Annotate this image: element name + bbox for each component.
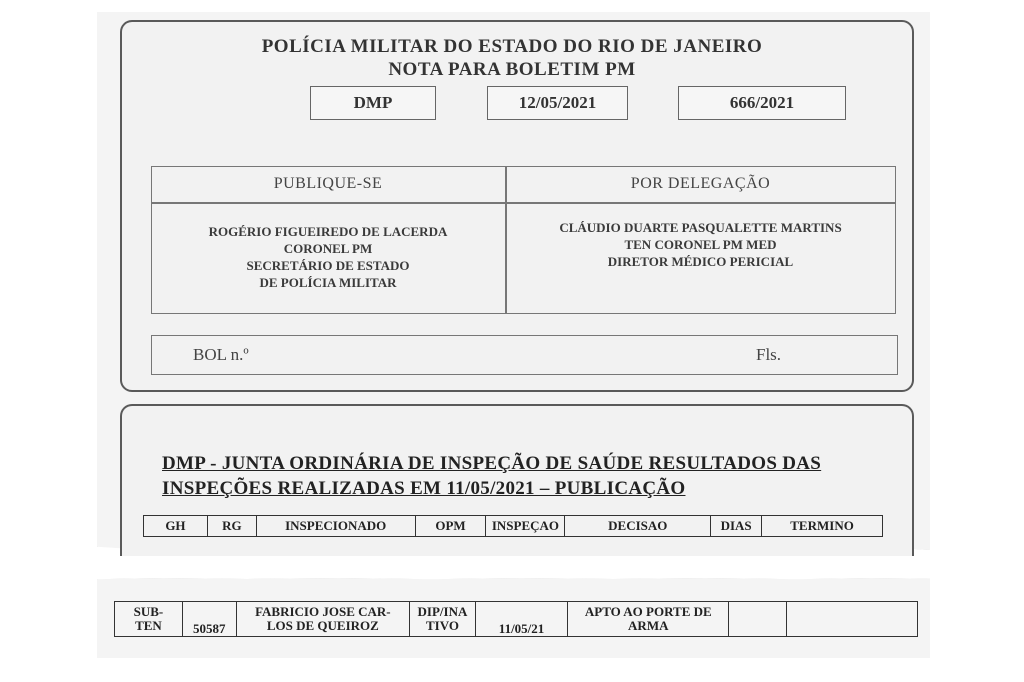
cell-inspecao: 11/05/21 xyxy=(475,602,567,637)
cell-gh-line: SUB- xyxy=(133,604,164,619)
signatory-right-line: CLÁUDIO DUARTE PASQUALETTE MARTINS xyxy=(559,220,842,235)
col-header-opm: OPM xyxy=(415,516,486,537)
col-header-inspecao: INSPEÇAO xyxy=(486,516,565,537)
col-header-rg: RG xyxy=(207,516,256,537)
results-header-table xyxy=(143,515,883,537)
dmp-box: DMP xyxy=(310,86,436,120)
section-title-line: INSPEÇÕES REALIZADAS EM 11/05/2021 – PUBLICAÇÃO xyxy=(162,478,686,499)
bol-label: BOL n.º xyxy=(193,345,249,364)
col-header-termino: TERMINO xyxy=(762,516,883,537)
section-title xyxy=(162,451,892,501)
cell-gh xyxy=(115,602,183,637)
header-line-2: NOTA PARA BOLETIM PM xyxy=(388,59,636,80)
cell-decisao-line: APTO AO PORTE DE xyxy=(584,604,712,619)
date-box: 12/05/2021 xyxy=(487,86,628,120)
cell-opm-line: DIP/INA xyxy=(417,604,468,619)
section-title-line: DMP - JUNTA ORDINÁRIA DE INSPEÇÃO DE SAÚDE RESULTADOS DAS xyxy=(162,453,822,474)
signatory-left-line: CORONEL PM xyxy=(283,241,373,256)
cell-opm xyxy=(410,602,476,637)
signatory-right xyxy=(506,219,895,270)
cell-inspecionado xyxy=(236,602,409,637)
header-line-1: POLÍCIA MILITAR DO ESTADO DO RIO DE JANEIRO xyxy=(261,36,763,57)
cell-rg: 50587 xyxy=(182,602,236,637)
cell-inspecionado-line: LOS DE QUEIROZ xyxy=(266,618,379,633)
cell-decisao-line: ARMA xyxy=(628,618,669,633)
table-row xyxy=(115,602,918,637)
signatory-left-line: ROGÉRIO FIGUEIREDO DE LACERDA xyxy=(208,224,448,239)
signatory-left xyxy=(151,223,505,291)
col-header-dias: DIAS xyxy=(711,516,762,537)
bol-box xyxy=(151,335,898,375)
signatory-right-line: DIRETOR MÉDICO PERICIAL xyxy=(607,254,794,269)
col-header-decisao: DECISAO xyxy=(565,516,711,537)
col-header-inspecionado: INSPECIONADO xyxy=(256,516,415,537)
fls-label: Fls. xyxy=(756,345,782,364)
cell-termino xyxy=(787,602,918,637)
signatory-left-line: DE POLÍCIA MILITAR xyxy=(259,275,397,290)
signatory-left-line: SECRETÁRIO DE ESTADO xyxy=(246,258,410,273)
publique-se-label: PUBLIQUE-SE xyxy=(273,175,383,192)
cell-dias xyxy=(729,602,787,637)
cell-opm-line: TIVO xyxy=(425,618,459,633)
cell-gh-line: TEN xyxy=(135,618,162,633)
number-box: 666/2021 xyxy=(678,86,846,120)
cell-inspecionado-line: FABRICIO JOSE CAR- xyxy=(255,604,391,619)
signatory-right-line: TEN CORONEL PM MED xyxy=(624,237,777,252)
por-delegacao-label: POR DELEGAÇÃO xyxy=(630,175,771,192)
signature-header-divider xyxy=(151,202,896,204)
col-header-gh: GH xyxy=(144,516,208,537)
cell-decisao xyxy=(568,602,729,637)
results-row-table xyxy=(114,601,918,637)
